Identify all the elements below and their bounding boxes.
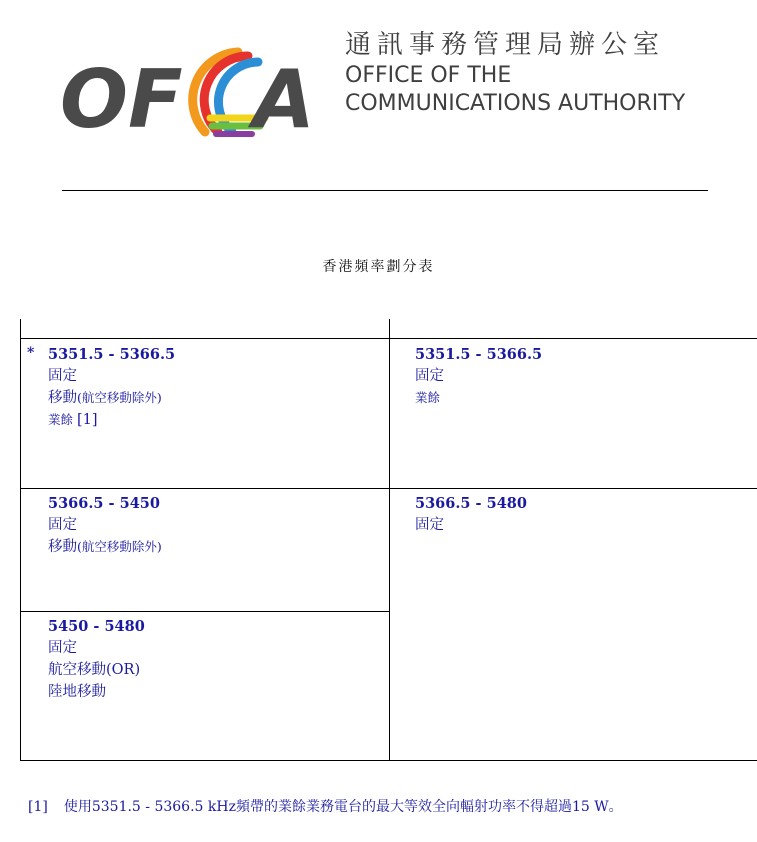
org-name-en-line2: COMMUNICATIONS AUTHORITY xyxy=(345,91,686,116)
service-item: 固定 xyxy=(415,517,444,533)
table-cell xyxy=(48,494,162,558)
footnote xyxy=(28,796,623,816)
service-item: 業餘 [1] xyxy=(48,412,98,428)
org-name-en-line1: OFFICE OF THE xyxy=(345,63,512,88)
change-marker: * xyxy=(27,345,35,361)
table-cell xyxy=(48,617,145,703)
table-border-bottom xyxy=(20,760,757,761)
table-cell xyxy=(415,494,527,536)
table-row-divider xyxy=(20,338,757,339)
service-item: 陸地移動 xyxy=(48,684,106,700)
table-row-divider xyxy=(20,611,390,612)
service-item: 固定 xyxy=(48,640,77,656)
frequency-range: 5351.5 - 5366.5 xyxy=(415,346,543,363)
service-item: 固定 xyxy=(48,517,77,533)
service-item: 固定 xyxy=(48,368,77,384)
service-item: 固定 xyxy=(415,368,444,384)
footnote-reference: [1] xyxy=(76,412,98,428)
service-item: 移動(航空移動除外) xyxy=(48,539,162,555)
table-column-divider xyxy=(389,319,390,761)
table-row-divider xyxy=(20,488,757,489)
frequency-range: 5450 - 5480 xyxy=(48,618,145,635)
frequency-range: 5366.5 - 5450 xyxy=(48,495,160,512)
frequency-range: 5351.5 - 5366.5 xyxy=(48,346,176,363)
org-name-zh: 通訊事務管理局辦公室 xyxy=(345,30,666,60)
table-cell xyxy=(48,345,175,431)
table-border-left xyxy=(20,319,21,761)
footnote-ref: [1] xyxy=(28,799,48,815)
service-item: 移動(航空移動除外) xyxy=(48,390,162,406)
document-title: 香港頻率劃分表 xyxy=(322,259,435,275)
footnote-text: 使用5351.5 - 5366.5 kHz頻帶的業餘業務電台的最大等效全向輻射功率不得超過15 W。 xyxy=(63,799,623,815)
frequency-range: 5366.5 - 5480 xyxy=(415,495,527,512)
service-item: 航空移動(OR) xyxy=(48,662,141,678)
service-item: 業餘 xyxy=(415,390,441,405)
svg-text:OF: OF xyxy=(60,53,183,146)
table-cell xyxy=(415,345,542,409)
svg-text:A: A xyxy=(253,53,315,146)
